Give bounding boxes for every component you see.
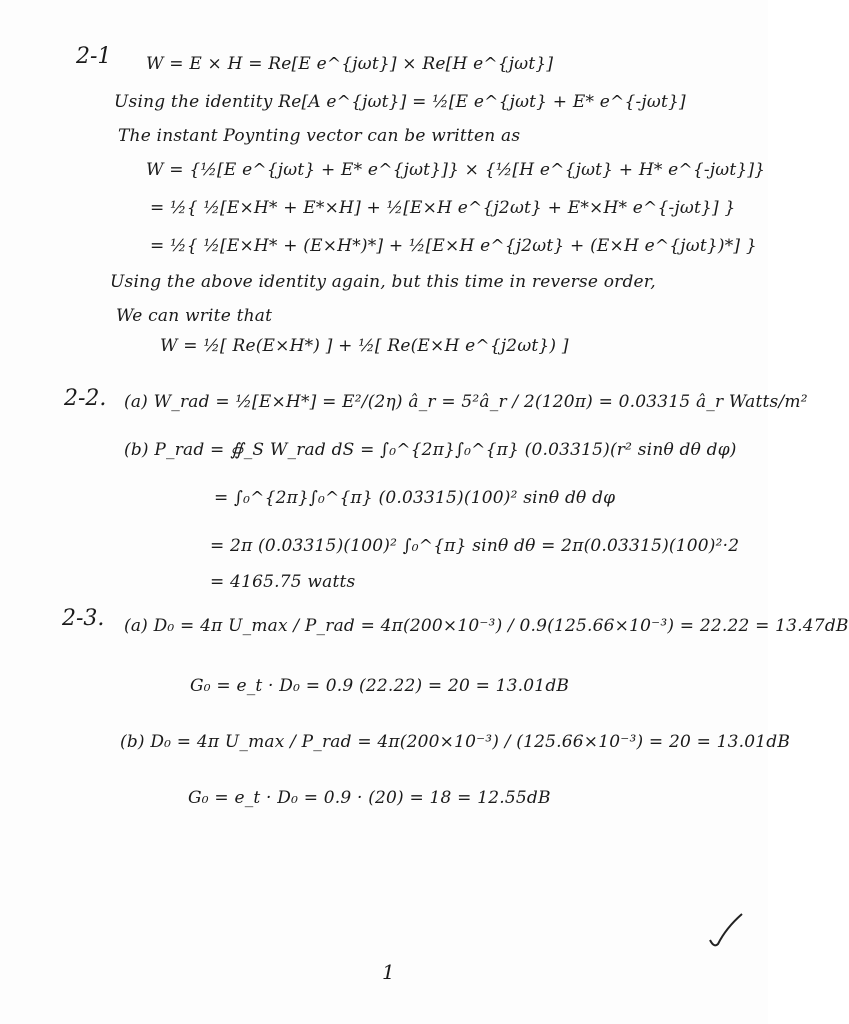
s21-line-8: We can write that [116, 306, 273, 326]
problem-label-2-3: 2-3. [62, 606, 105, 631]
s21-line-4: W = {½[E e^{jωt} + E* e^{jωt}]} × {½[H e^{jωt} + H* e^{-jωt}]} [146, 160, 766, 180]
s22-line-1: (a) W_rad = ½[E×H*] = E²/(2η) â_r = 5²â_r / 2(120π) = 0.03315 â_r Watts/m² [124, 392, 808, 412]
s23-line-3: (b) D₀ = 4π U_max / P_rad = 4π(200×10⁻³) / (125.66×10⁻³) = 20 = 13.01dB [120, 732, 791, 752]
s23-line-4: G₀ = e_t · D₀ = 0.9 · (20) = 18 = 12.55dB [188, 788, 551, 808]
page-number: 1 [382, 960, 395, 984]
s21-line-6: = ½{ ½[E×H* + (E×H*)*] + ½[E×H e^{j2ωt} + (E×H e^{jωt})*] } [150, 236, 757, 256]
problem-label-2-1: 2-1 [76, 44, 112, 69]
s22-line-2: (b) P_rad = ∯_S W_rad dS = ∫₀^{2π}∫₀^{π} (0.03315)(r² sinθ dθ dφ) [124, 440, 737, 460]
s23-line-2: G₀ = e_t · D₀ = 0.9 (22.22) = 20 = 13.01dB [190, 676, 570, 696]
checkmark-icon [706, 910, 746, 950]
s21-line-7: Using the above identity again, but this time in reverse order, [110, 272, 656, 292]
s23-line-1: (a) D₀ = 4π U_max / P_rad = 4π(200×10⁻³) / 0.9(125.66×10⁻³) = 22.22 = 13.47dB [124, 616, 849, 636]
s22-line-3: = ∫₀^{2π}∫₀^{π} (0.03315)(100)² sinθ dθ dφ [214, 488, 616, 508]
s21-line-5: = ½{ ½[E×H* + E*×H] + ½[E×H e^{j2ωt} + E*×H* e^{-jωt}] } [150, 198, 736, 218]
s22-line-5: = 4165.75 watts [210, 572, 356, 592]
s21-line-2: Using the identity Re[A e^{jωt}] = ½[E e^{jωt} + E* e^{-jωt}] [114, 92, 686, 112]
s22-line-4: = 2π (0.03315)(100)² ∫₀^{π} sinθ dθ = 2π(0.03315)(100)²·2 [210, 536, 740, 556]
s21-line-9: W = ½[ Re(E×H*) ] + ½[ Re(E×H e^{j2ωt}) ] [160, 336, 569, 356]
s21-line-3: The instant Poynting vector can be written as [118, 126, 521, 146]
problem-label-2-2: 2-2. [64, 386, 107, 411]
s21-line-1: W = E × H = Re[E e^{jωt}] × Re[H e^{jωt}] [146, 54, 554, 74]
